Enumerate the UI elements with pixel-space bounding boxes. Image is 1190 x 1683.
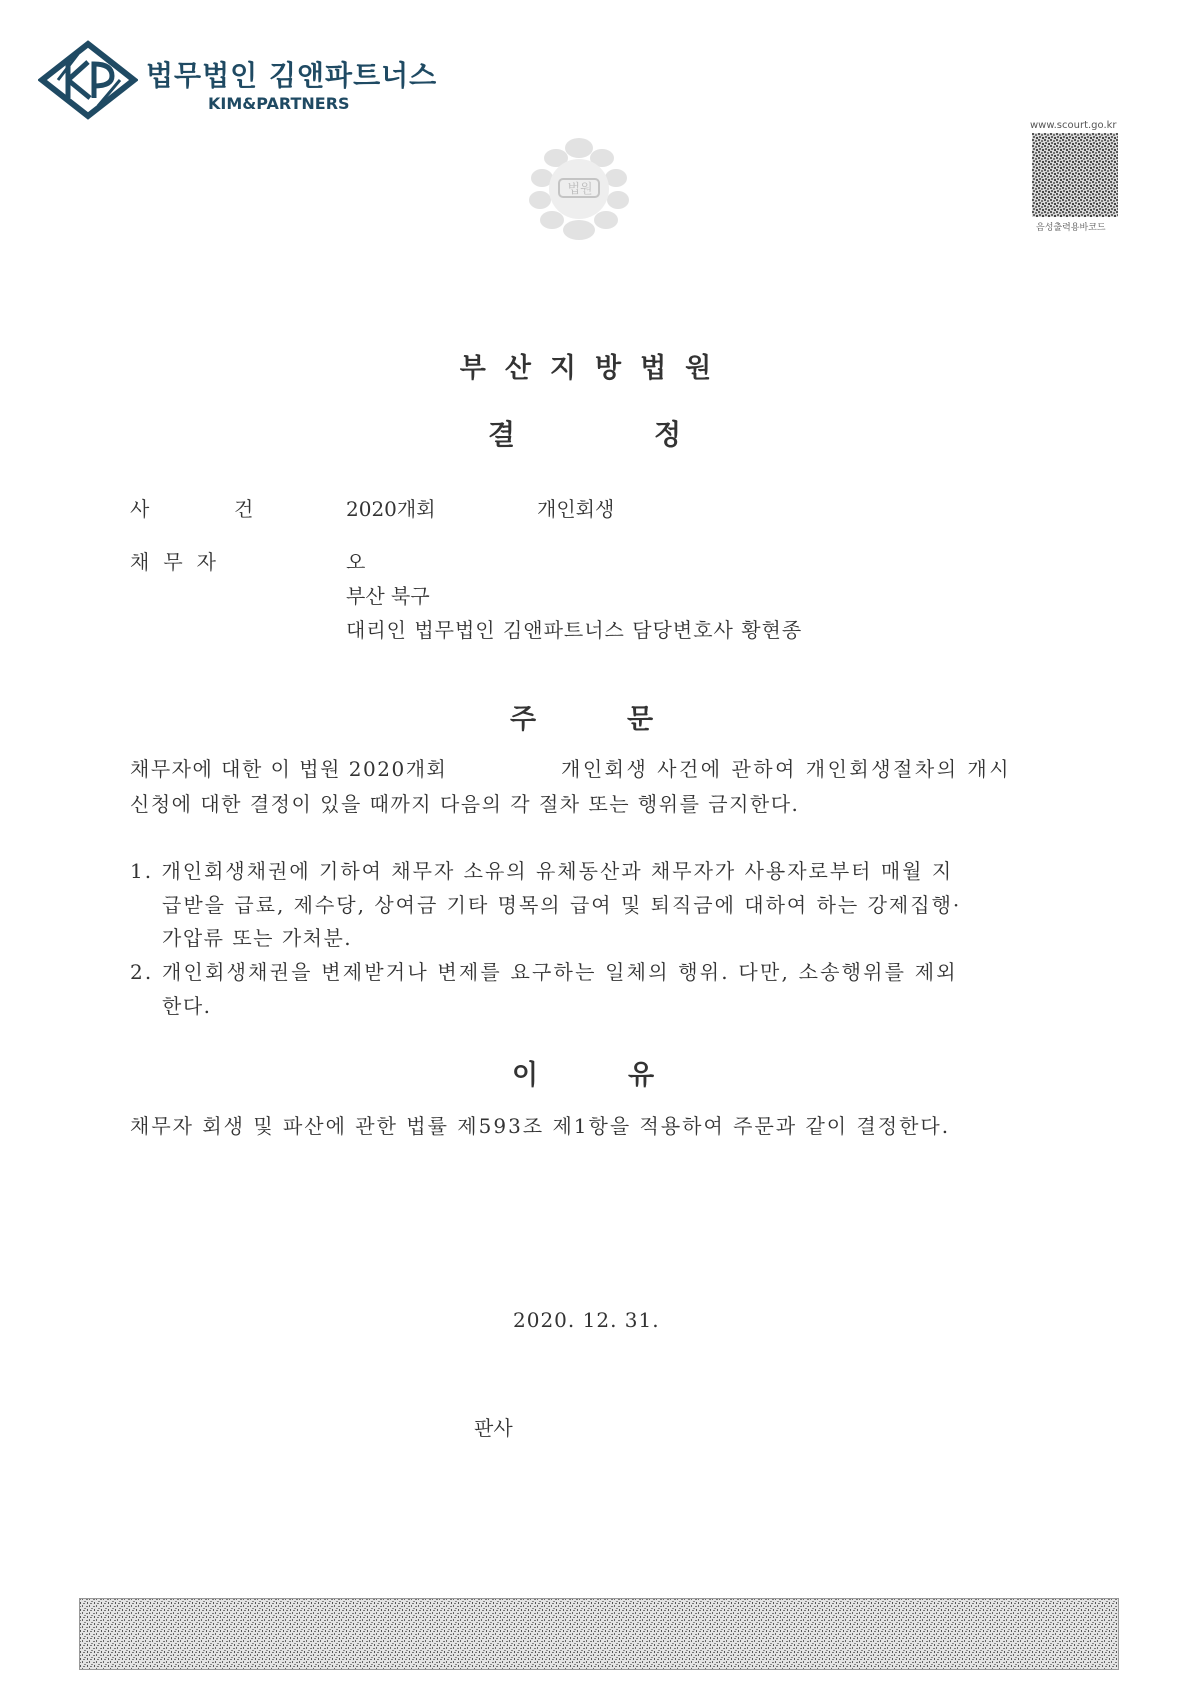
barcode-url: www.scourt.go.kr	[1030, 120, 1117, 131]
case-type: 개인회생	[537, 497, 615, 521]
order-item2-line2: 한다.	[162, 994, 212, 1018]
case-label-char2: 건	[234, 497, 254, 521]
order-item1-line1: 1. 개인회생채권에 기하여 채무자 소유의 유체동산과 채무자가 사용자로부터 매월 지	[130, 859, 954, 883]
firm-name-english: KIM&PARTNERS	[208, 94, 350, 113]
firm-name-korean: 법무법인 김앤파트너스	[146, 59, 438, 92]
order-heading-char1: 주	[510, 704, 537, 735]
reason-text: 채무자 회생 및 파산에 관한 법률 제593조 제1항을 적용하여 주문과 같이 결정한다.	[130, 1114, 951, 1138]
barcode-icon	[1032, 133, 1118, 217]
firm-logo	[38, 40, 458, 120]
reason-heading-char2: 유	[628, 1060, 655, 1091]
order-intro-part1: 채무자에 대한 이 법원 2020개회	[130, 757, 448, 781]
case-number: 2020개회	[346, 497, 436, 521]
debtor-label: 채무자	[130, 550, 230, 574]
firm-emblem-icon	[38, 40, 138, 120]
court-name-title: 부산지방법원	[459, 353, 731, 384]
debtor-name: 오	[346, 550, 366, 574]
qr-barcode	[1032, 133, 1118, 217]
order-heading-char2: 문	[627, 704, 654, 735]
debtor-address: 부산 북구	[346, 584, 430, 608]
order-item1-line2: 급받을 급료, 제수당, 상여금 기타 명목의 급여 및 퇴직금에 대하여 하는 강제집행·	[162, 893, 962, 917]
case-label-char1: 사	[130, 497, 150, 521]
court-seal-watermark	[524, 134, 634, 244]
debtor-representative: 대리인 법무법인 김앤파트너스 담당변호사 황현종	[346, 618, 803, 642]
reason-heading-char1: 이	[512, 1060, 539, 1091]
order-intro-part2: 개인회생 사건에 관하여 개인회생절차의 개시	[561, 757, 1012, 781]
decision-title-char2: 정	[654, 418, 682, 451]
barcode-caption: 음성출력용바코드	[1036, 223, 1106, 233]
order-item1-line3: 가압류 또는 가처분.	[162, 926, 353, 950]
judge-label: 판사	[474, 1416, 513, 1440]
bottom-barcode-strip	[79, 1598, 1119, 1670]
decision-title-char1: 결	[488, 418, 516, 451]
seal-text: 법원	[567, 182, 593, 197]
order-item2-line1: 2. 개인회생채권을 변제받거나 변제를 요구하는 일체의 행위. 다만, 소송행위를 제외	[130, 960, 958, 984]
bottom-barcode-icon	[79, 1598, 1119, 1670]
order-intro-line2: 신청에 대한 결정이 있을 때까지 다음의 각 절차 또는 행위를 금지한다.	[130, 792, 800, 816]
decision-date: 2020. 12. 31.	[513, 1308, 660, 1332]
